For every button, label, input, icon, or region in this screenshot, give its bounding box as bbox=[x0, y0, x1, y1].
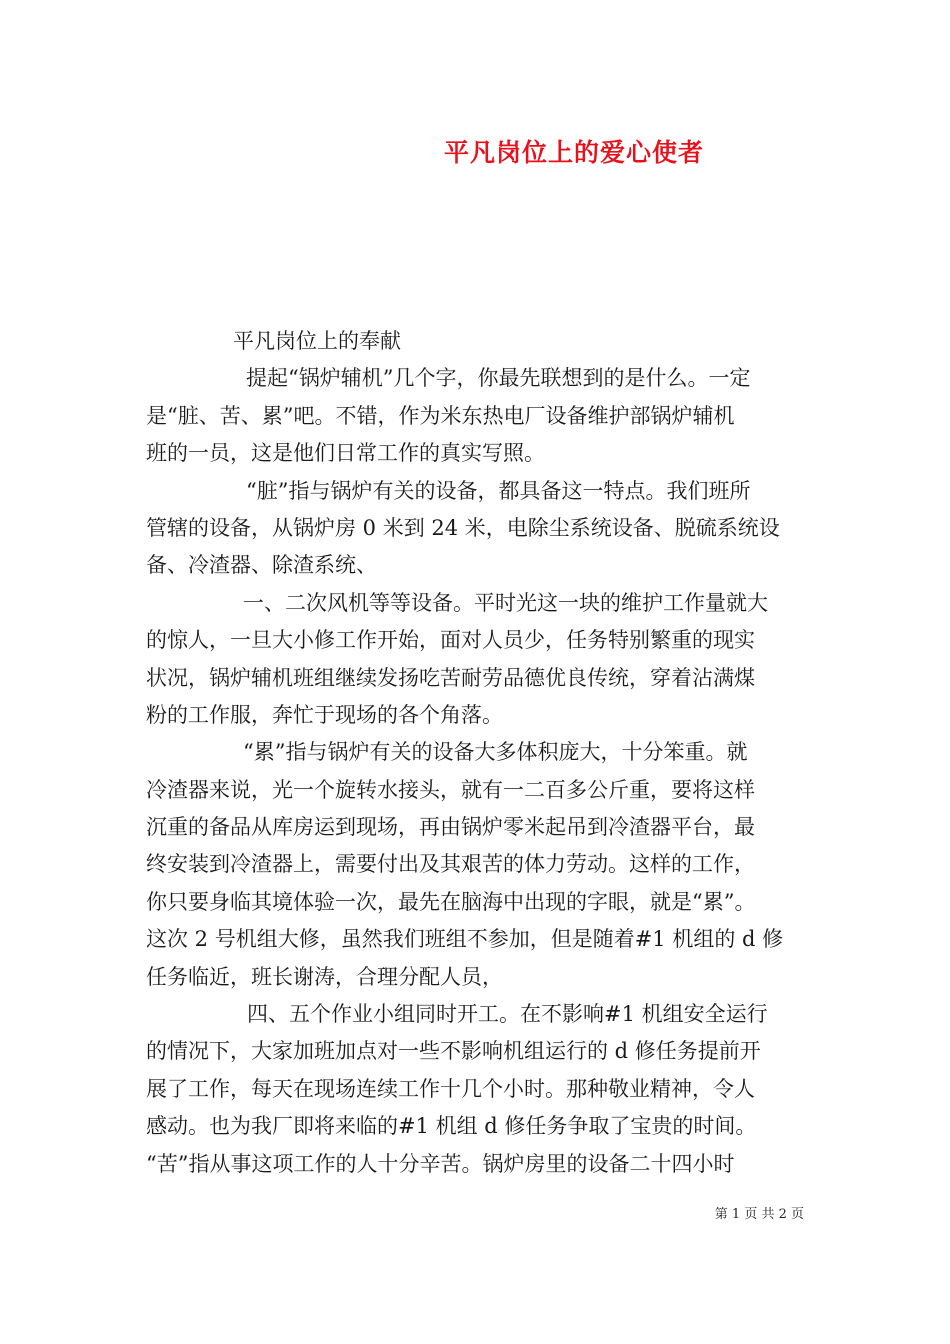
text-line: 这次 2 号机组大修，虽然我们班组不参加，但是随着#1 机组的 d 修 bbox=[146, 927, 784, 952]
text-line: 一、二次风机等等设备。平时光这一块的维护工作量就大 bbox=[243, 590, 768, 615]
text-line: 展了工作，每天在现场连续工作十几个小时。那种敬业精神，令人 bbox=[146, 1076, 755, 1101]
text-line: 任务临近，班长谢涛，合理分配人员， bbox=[146, 964, 503, 989]
text-line: 是“脏、苦、累”吧。不错，作为米东热电厂设备维护部锅炉辅机 bbox=[146, 403, 735, 428]
text-line: 四、五个作业小组同时开工。在不影响#1 机组安全运行 bbox=[247, 1002, 768, 1027]
text-line: 管辖的设备，从锅炉房 0 米到 24 米，电除尘系统设备、脱硫系统设 bbox=[146, 515, 780, 540]
text-line: 的惊人，一旦大小修工作开始，面对人员少，任务特别繁重的现实 bbox=[146, 628, 755, 653]
text-line: 你只要身临其境体验一次，最先在脑海中出现的字眼，就是“累”。 bbox=[146, 889, 756, 914]
text-line: “累”指与锅炉有关的设备大多体积庞大，十分笨重。就 bbox=[243, 740, 748, 765]
text-line: 感动。也为我厂即将来临的#1 机组 d 修任务争取了宝贵的时间。 bbox=[146, 1114, 757, 1139]
document-title: 平凡岗位上的爱心使者 bbox=[443, 138, 704, 167]
text-line: 状况，锅炉辅机班组继续发扬吃苦耐劳品德优良传统，穿着沾满煤 bbox=[146, 665, 755, 690]
text-line: 沉重的备品从库房运到现场，再由锅炉零米起吊到冷渣器平台，最 bbox=[146, 815, 755, 840]
text-line: 粉的工作服，奔忙于现场的各个角落。 bbox=[146, 702, 503, 727]
text-line: “苦”指从事这项工作的人十分辛苦。锅炉房里的设备二十四小时 bbox=[146, 1151, 735, 1176]
subtitle-line: 平凡岗位上的奉献 bbox=[233, 329, 401, 353]
text-line: 终安装到冷渣器上，需要付出及其艰苦的体力劳动。这样的工作， bbox=[146, 852, 755, 877]
document-body bbox=[146, 323, 814, 1183]
text-line: “脏”指与锅炉有关的设备，都具备这一特点。我们班所 bbox=[246, 478, 751, 503]
text-line: 的情况下，大家加班加点对一些不影响机组运行的 d 修任务提前开 bbox=[146, 1039, 761, 1064]
text-line: 提起“锅炉辅机”几个字，你最先联想到的是什么。一定 bbox=[246, 366, 751, 391]
page-number: 第 1 页 共 2 页 bbox=[714, 1207, 804, 1222]
text-line: 冷渣器来说，光一个旋转水接头，就有一二百多公斤重，要将这样 bbox=[146, 777, 755, 802]
text-line: 班的一员，这是他们日常工作的真实写照。 bbox=[146, 441, 545, 466]
text-line: 备、冷渣器、除渣系统、 bbox=[146, 553, 377, 578]
